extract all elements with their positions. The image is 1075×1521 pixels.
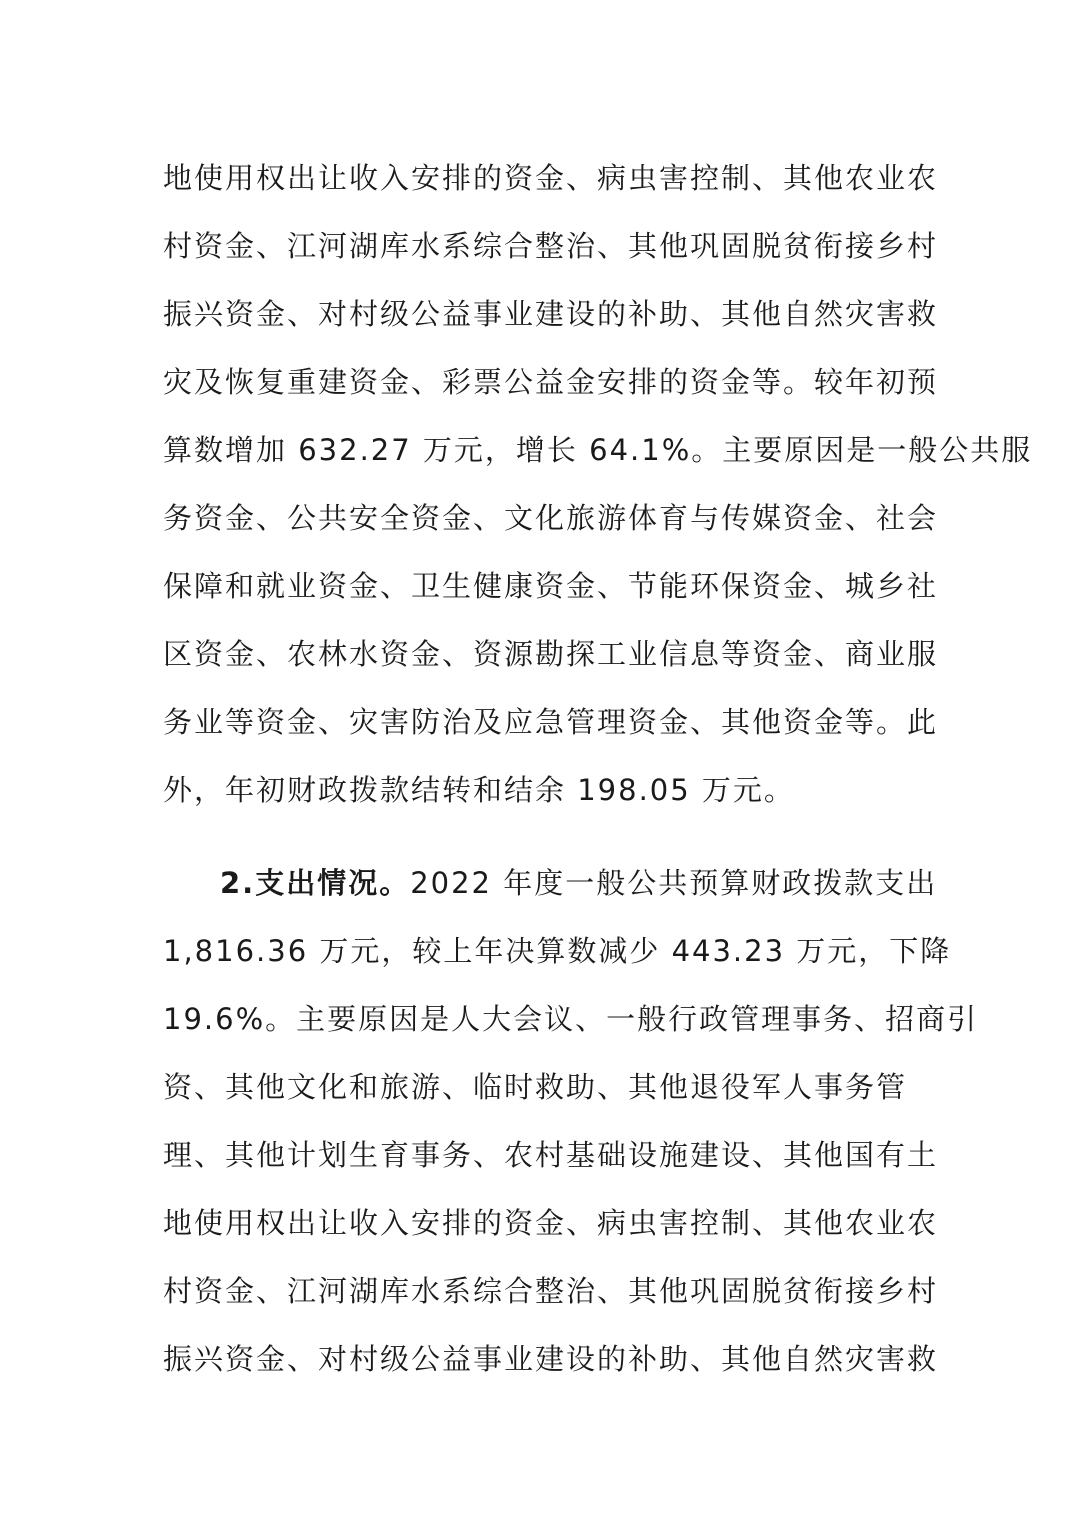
paragraph-line: 外，年初财政拨款结转和结余 198.05 万元。: [163, 773, 795, 807]
paragraph-line: 灾及恢复重建资金、彩票公益金安排的资金等。较年初预: [163, 365, 939, 399]
paragraph-line: 理、其他计划生育事务、农村基础设施建设、其他国有土: [163, 1138, 939, 1172]
paragraph-line: 地使用权出让收入安排的资金、病虫害控制、其他农业农: [163, 161, 939, 195]
paragraph-line: 地使用权出让收入安排的资金、病虫害控制、其他农业农: [163, 1206, 939, 1240]
paragraph-line: 资、其他文化和旅游、临时救助、其他退役军人事务管: [163, 1070, 908, 1104]
section-heading: 2.支出情况。: [220, 866, 411, 900]
paragraph-line: 务资金、公共安全资金、文化旅游体育与传媒资金、社会: [163, 501, 939, 535]
paragraph-line: 1,816.36 万元，较上年决算数减少 443.23 万元，下降: [163, 934, 952, 968]
section-heading-line: [220, 865, 937, 901]
paragraph-line: 算数增加 632.27 万元，增长 64.1%。主要原因是一般公共服: [163, 433, 1033, 467]
paragraph-line: 振兴资金、对村级公益事业建设的补助、其他自然灾害救: [163, 1342, 939, 1376]
paragraph-line: 保障和就业资金、卫生健康资金、节能环保资金、城乡社: [163, 569, 939, 603]
paragraph-line: 19.6%。主要原因是人大会议、一般行政管理事务、招商引: [163, 1002, 979, 1036]
paragraph-line: 村资金、江河湖库水系综合整治、其他巩固脱贫衔接乡村: [163, 1274, 939, 1308]
paragraph-line: 务业等资金、灾害防治及应急管理资金、其他资金等。此: [163, 705, 939, 739]
paragraph-line: 区资金、农林水资金、资源勘探工业信息等资金、商业服: [163, 637, 939, 671]
paragraph-line: 振兴资金、对村级公益事业建设的补助、其他自然灾害救: [163, 297, 939, 331]
section-heading-rest: 2022 年度一般公共预算财政拨款支出: [410, 866, 938, 900]
paragraph-line: 村资金、江河湖库水系综合整治、其他巩固脱贫衔接乡村: [163, 229, 939, 263]
